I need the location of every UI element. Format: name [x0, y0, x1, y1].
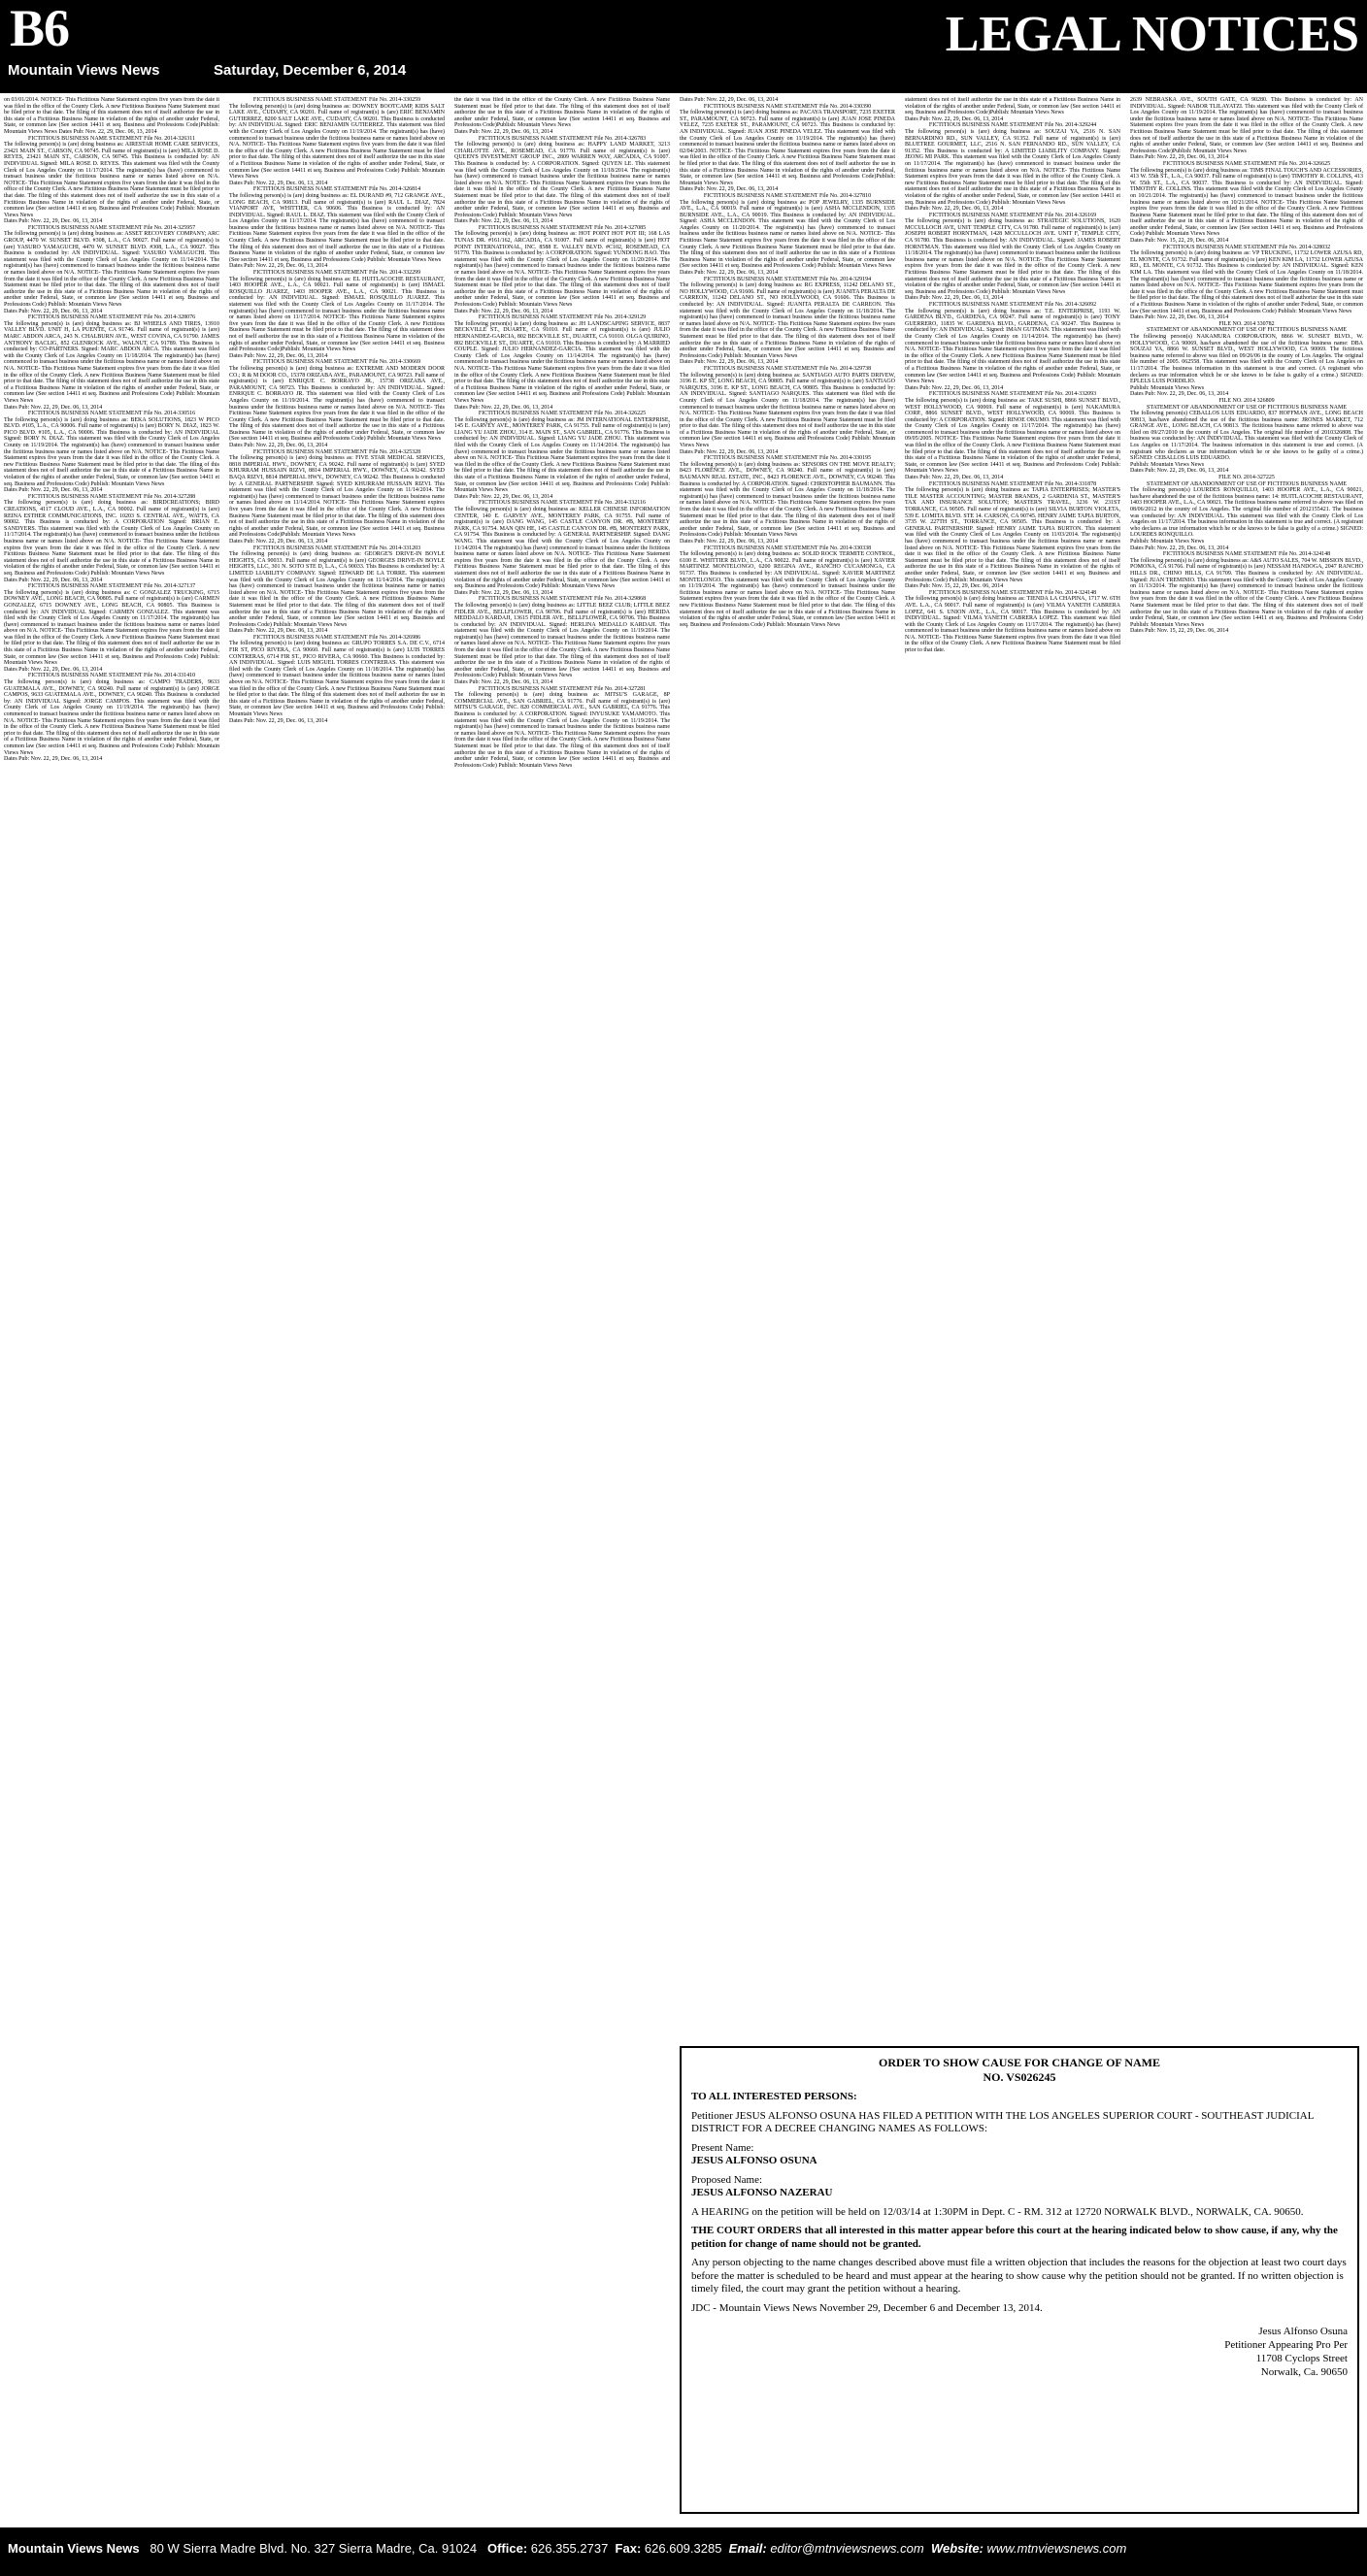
notice-paragraph: The following person(s) is (are) doing business as: TIMS FINAL TOUCH'S AND ACCESSORIES, 413 W. 55th ST., L.A., CA 90037. Full name of registrant(s) is (are) TIMOTHY R. COLLINS, 413 W. 55th ST., L.A., CA 90037. This Business is conducted by: AN INDIVIDUAL. Signed: TIMOTHY R. COLLINS. This statement was filed with the County Clerk of Los Angeles County on 10/21/2014. The registrant(s) has (have) commenced to transact business under the fictitious business name or names listed above on 10/21/2014. NOTICE- This Fictitious Name Statement expires five years from the date it was filed in the office of the County Clerk. A new Fictitious Business Name Statement must be filed prior to that date. The filing of this statement does not of itself authorize the use in this state of a Fictitious Business Name in violation of the rights of another under Federal, State, or common law (See section 14411 et seq. Business and Professions Code) Publish: Mountain Views News — [1130, 167, 1363, 238]
notice-paragraph: The following person(s) is (are) doing business as: RG EXPRESS, 11242 DELANO ST., NO HOLLYWOOD, CA 91606. Full name of registrant(s) is (are) JUANITA PERALTA DE CARREON, 11242 DELANO ST., NO HOLLYWOOD, CA 91606. This Business is conducted by: AN INDIVIDUAL. Signed: JUANITA PERALTA DE CARREON. This statement was filed with the County Clerk of Los Angeles County on 11/18/2014. The registrant(s) has (have) commenced to transact business under the fictitious business name or names listed above on N/A. NOTICE- This Fictitious Name Statement expires five years from the date it was filed in the office of the County Clerk. A new Fictitious Business Name Statement must be filed prior to that date. The filing of this statement does not of itself authorize the use in this state of a Fictitious Business Name in violation of the rights of another under Federal, State, or common law (See section 14411 et seq. Business and Professions Code) Publish: Mountain Views News — [680, 282, 895, 359]
notice-heading: FICTITIOUS BUSINESS NAME STATEMENT File No. 2014-326814 — [252, 186, 421, 193]
notice-paragraph: Dates Pub: Nov. 22, 29, Dec. 06, 13, 2014 — [680, 448, 779, 455]
notice-heading: STATEMENT OF ABANDONMENT OF USE OF FICTITIOUS BUSINESS NAME — [1147, 404, 1347, 411]
notice-paragraph: Dates Pub: Nov. 22, 29, Dec. 06, 13, 2014 — [4, 218, 103, 225]
page-marker: B6 — [10, 0, 70, 57]
notice-paragraph: Dates Pub: Nov. 22, 29, Dec. 06, 13, 2014 — [4, 577, 103, 583]
notice-heading: FICTITIOUS BUSINESS NAME STATEMENT File No. 2014-330516 — [27, 411, 196, 417]
notice-heading: FICTITIOUS BUSINESS NAME STATEMENT File No. 2014-327085 — [478, 224, 647, 231]
notice-paragraph: The following person(s) is (are) doing business as: TIENDA LA CHAPINA, 1717 W. 6TH AVE. L.A., CA 90017. Full name of registrant(s) is (are) VILMA YANETH CABRERA LOPEZ, 641 S. UNION AVE., L.A., CA 90017. This Business is conducted by: AN INDIVIDUAL. Signed: VILMA YANETH CABRERA LOPEZ. This statement was filed with the County Clerk of Los Angeles County on 11/17/2014. The registrant(s) has (have) commenced to transact business under the fictitious business name or names listed above on N/A. NOTICE- This Fictitious Name Statement expires five years from the date it was filed in the office of the County Clerk. A new Fictitious Business Name Statement must be filed prior to that date. — [905, 596, 1120, 654]
notice-heading: FICTITIOUS BUSINESS NAME STATEMENT File No. 2014-324148 — [928, 589, 1097, 596]
notice-paragraph: Dates Pub: Nov. 22, 29, Dec. 06, 13, 2014 — [229, 538, 328, 545]
notice-paragraph: Dates Pub: Nov. 22, 29, Dec. 06, 13, 2014 — [905, 116, 1004, 122]
notice-heading: FICTITIOUS BUSINESS NAME STATEMENT File No. 2014-330259 — [252, 97, 421, 103]
notice-paragraph: 2639 NEBRASKA AVE., SOUTH GATE, CA 90280. This Business is conducted by: AN INDIVIDUAL. Signed: NABOR TLILAYATZI. This statement was filed with the County Clerk of Los Angeles County on 11/19/2014. The registrant(s) has (have) commenced to transact business under the fictitious business name or names listed above on N/A. NOTICE- This Fictitious Name Statement expires five years from the date it was filed in the office of the County Clerk. A new Fictitious Business Name Statement must be filed prior to that date. The filing of this statement does not of itself authorize the use in this state of a Fictitious Business Name in violation of the rights of another under Federal, State, or common law (See section 14411 et seq. Business and Professions Code)Publish: Mountain Views News — [1130, 97, 1363, 154]
notice-paragraph: The following person(s) is (are) doing business as: TAPIA ENTERPRISES; MASTER'S TILE MASTER ACCOUNTING; MASTER BRANDS, 2 GARDENIA ST., MASTER'S TAX AND INSURANCE SOLUTION; MASTER'S TRAVEL, 3236 W. 231ST TORRANCE, CA 90505. Full name of registrant(s) is (are) SILVIA BURTON VIOLETA, 539 E. LOMITA BLVD. STE 14. CARSON, CA 90745. HENRY JAIME TAPIA BURTON, 3735 W. 227TH ST., TORRANCE, CA 90505. This Business is conducted by: A GENERAL PARTNERSHIP. Signed: HENRY JAIME TAPIA BURTON. This statement was filed with the County Clerk of Los Angeles County on 11/03/2014. The registrant(s) has (have) commenced to transact business under the fictitious business name or names listed above on N/A. NOTICE- This Fictitious Name Statement expires five years from the date it was filed in the office of the County Clerk. A new Fictitious Business Name Statement must be filed prior to that date. The filing of this statement does not of itself authorize the use in this state of a Fictitious Business Name in violation of the rights of another under Federal, State, or common law (See section 14411 et seq. Business and Professions Code) Publish: Mountain Views News — [905, 487, 1120, 583]
notice-heading: FICTITIOUS BUSINESS NAME STATEMENT File No. 2014-331410 — [27, 673, 196, 679]
notice-column-4 — [680, 97, 895, 2029]
notice-heading: FILE NO. 2014 326809 — [1218, 397, 1275, 404]
order-title-line-2: NO. VS026245 — [983, 2070, 1056, 2084]
footer-contact-line — [8, 2541, 1126, 2556]
notice-paragraph: The following person(s) is (are) doing business as: HOT POINT HOT POT III; 168 LAS TUNAS DR. #161/162, ARCADIA, CA 91007. Full name of registrant(s) is (are) HOT POINT INTERNATIONAL, INC. 8588 E. VALLEY BLVD. #C102, ROSEMEAD, CA 91770. This Business is conducted by: A CORPORATION. Signed: YUNDONG HAO. This statement was filed with the County Clerk of Los Angeles County on 11/20/2014. The registrant(s) has (have) commenced to transact business under the fictitious business name or names listed above on N/A. NOTICE- This Fictitious Name Statement expires five years from the date it was filed in the office of the County Clerk. A new Fictitious Business Name Statement must be filed prior to that date. The filing of this statement does not of itself authorize the use in this state of a Fictitious Business Name in violation of the rights of another under Federal, State, or common law (See section 14411 et seq. Business and Professions Code) Publish: Mountain Views News — [454, 231, 670, 308]
notice-heading: FICTITIOUS BUSINESS NAME STATEMENT File No. 2014-329194 — [703, 276, 872, 282]
footer-office-label: Office: — [486, 2541, 528, 2556]
notice-paragraph: Dates Pub: Nov. 22, 29, Dec. 06, 13, 2014 — [4, 404, 103, 411]
notice-paragraph: Dates Pub: Nov. 22, 29, Dec. 06, 13, 2014 — [680, 538, 779, 545]
notice-paragraph: Dates Pub: Nov. 15, 22, 29, Dec. 06, 2014 — [1130, 238, 1229, 245]
footer-fax-number: 626.609.3285 — [644, 2541, 722, 2556]
notice-paragraph: Dates Pub: Nov. 22, 29, Dec. 06, 13, 2014 — [1130, 545, 1229, 551]
notice-heading: FICTITIOUS BUSINESS NAME STATEMENT File No. 2014-331203 — [252, 545, 421, 551]
footer-email-label: Email: — [728, 2541, 767, 2556]
proposed-name-value: JESUS ALFONSO NAZERAU — [691, 2187, 833, 2198]
notice-paragraph: Dates Pub: Nov. 22, 29, Dec. 06, 13, 2014 — [4, 308, 103, 314]
signature-role: Petitioner Appearing Pro Per — [1224, 2339, 1348, 2351]
notice-paragraph: Dates Pub: Nov. 22, 29, Dec. 06, 13, 2014 — [229, 180, 328, 186]
notice-paragraph: The following person(s) is (are) doing business as: BEKA SOLUTIONS, 1823 W PICO BLVD. #105, L.A., CA 90006. Full name of registrant(s) is (are) BORY N. DIAZ, 1823 W. PICO BLVD. #105, L.A., CA 90006. This Business is conducted by: AN INDIVIDUAL Signed: BORY N. DIAZ. This statement was filed with the County Clerk of Los Angeles County on 11/19/2014. The registrant(s) has (have) commenced to transact business under the fictitious business name or names listed above on N/A. NOTICE- This Fictitious Name Statement expires five years from the date it was filed in the office of the County Clerk. A new Fictitious Business Name Statement must be filed prior to that date. The filing of this statement does not of itself authorize the use in this state of a Fictitious Business Name in violation of the rights of another under Federal, State, or common law (See section 14411 et seq. Business and Professions Code) Publish: Mountain Views News — [4, 416, 219, 487]
notice-heading: FICTITIOUS BUSINESS NAME STATEMENT File No. 2014-325328 — [252, 448, 421, 455]
notice-heading: FICTITIOUS BUSINESS NAME STATEMENT File No. 2014-329738 — [703, 365, 872, 372]
notice-paragraph: The following person(s) is (are) doing business as: EXTREME AND MODERN DOOR CO.; R & M DOOR CO., 15378 ORIZABA AVE., PARAMOUNT, CA 90723. Full name of registrant(s) is (are) ENRIQUE C. BORRAYO JR., 15738 ORIZABA AVE., PARAMOUNT, CA 90723. This Business is conducted by: AN INDIVIDUAL. Signed: ENRIQUE C. BORRAYO JR. This statement was filed with the County Clerk of Los Angeles County on 11/19/2014. The registrant(s) has (have) commenced to transact business under the fictitious business name or names listed above on N/A. NOTICE- This Fictitious Name Statement expires five years from the date it was filed in the office of the County Clerk. A new Fictitious Business Name Statement must be filed prior to that date. The filing of this statement does not of itself authorize the use in this state of a Fictitious Business Name in violation of the rights of another under Federal, State, or common law (See section 14411 et seq. Business and Professions Code) Publish: Mountain Views News — [229, 365, 445, 443]
notice-paragraph: The following person(s) is (are) doing business as: PACAYA TRANSPORT, 7235 EXETER ST., PARAMOUNT, CA 90723. Full name of registrant(s) is (are) JUAN JOSE PINEDA VELEZ, 7235 EXETER ST., PARAMOUNT, CA 90723. This Business is conducted by: AN INDIVIDUAL. Signed: JUAN JOSE PINEDA VELEZ. This statement was filed with the County Clerk of Los Angeles County on 11/19/2014. The registrant(s) has (have) commenced to transact business under the fictitious business name or names listed above on 02/04/2003. NOTICE- This Fictitious Name Statement expires five years from the date it was filed in the office of the County Clerk. A new Fictitious Business Name Statement must be filed prior to that date. The filing of this statement does not of itself authorize the use in this state of a Fictitious Business Name in violation of the rights of another under Federal, State, or common law (See section 14411 et seq. Business and Professions Code)Publish: Mountain Views News — [680, 110, 895, 186]
footer-website[interactable]: www.mtnviewsnews.com — [986, 2541, 1127, 2556]
notice-paragraph: Dates Pub: Nov. 22, 29, Dec. 06, 13, 2014 — [4, 487, 103, 494]
footer-fax-label: Fax: — [615, 2541, 642, 2556]
notice-paragraph: statement does not of itself authorize the use in this state of a Fictitious Business Name in violation of the rights of another under Federal, State, or common law (See section 14411 et seq. Business and Professions Code)Publish: Mountain Views News — [905, 97, 1120, 116]
notice-paragraph: Dates Pub: Nov. 15, 22, 29, Dec. 06, 2014 — [905, 583, 1004, 590]
notice-paragraph: Dates Pub: Nov. 22, 29, Dec. 06, 13, 2014 — [680, 186, 779, 193]
notice-paragraph: Dates Pub: Nov. 22, 29, Dec. 06, 13, 2014 — [454, 493, 553, 500]
notice-paragraph: The following person(s) is (are) doing business as: MITSU'S GARAGE, 8P COMMERCIAL AVE., SAN GABRIEL, CA 91776. Full name of registrant(s) is (are) MITSU'S GARAGE, INC. 820 COMMERCIAL AVE., SAN GABRIEL, CA 91776. This Business is conducted by: A CORPORATION. Signed: INYUSUKE YAMAMOTO. This statement was filed with the County Clerk of Los Angeles County on 11/19/2014. The registrant(s) has (have) commenced to transact business under the fictitious business name or names listed above on N/A. NOTICE- This Fictitious Name Statement expires five years from the date it was filed in the office of the County Clerk. A new Fictitious Business Name Statement must be filed prior to that date. The filing of this statement does not of itself authorize the use in this state of a Fictitious Business Name in violation of the rights of another under Federal, State, or common law (See section 14411 et seq. Business and Professions Code) Publish: Mountain Views News — [454, 692, 670, 769]
notice-paragraph: Dates Pub: Nov. 22, 29, Dec. 06, 13, 2014 — [1130, 154, 1229, 161]
signature-name: Jesus Alfonso Osuna — [1258, 2326, 1348, 2337]
notice-heading: FILE NO. 2014-327225 — [1218, 475, 1275, 481]
notice-heading: FICTITIOUS BUSINESS NAME STATEMENT File No. 2014-327137 — [27, 583, 196, 590]
notice-paragraph: Dates Pub: Nov. 22, 29, Dec. 06, 13, 2014 — [1130, 314, 1229, 321]
notice-paragraph: The following person(s) is (are) doing business as: EL DURAND #9, 712 GRANGE AVE., LONG BEACH, CA 90813. Full name of registrant(s) is (are) RAUL L. DIAZ, 7824 VIANPORT AVE, WHITTIER, CA 90606. This Business is conducted by: AN INDIVIDUAL. Signed: RAUL L. DIAZ. This statement was filed with the County Clerk of Los Angeles County on 11/17/2014. The registrant(s) has (have) commenced to transact business under the fictitious business name or names listed above on N/A. NOTICE- This Fictitious Name Statement expires five years from the date it was filed in the office of the County Clerk. A new Fictitious Business Name Statement must be filed prior to that date. The filing of this statement does not of itself authorize the use in this state of a Fictitious Business Name in violation of the rights of another under Federal, State, or common law (See section 14411 et seq. Business and Professions Code) Publish: Mountain Views News — [229, 192, 445, 263]
notice-heading: FICTITIOUS BUSINESS NAME STATEMENT File No. 2014-332093 — [928, 391, 1097, 398]
present-name-value: JESUS ALFONSO OSUNA — [691, 2155, 817, 2166]
signature-address-line-2: Norwalk, Ca. 90650 — [1260, 2366, 1348, 2378]
notice-heading: FICTITIOUS BUSINESS NAME STATEMENT File No. 2014-326225 — [478, 411, 647, 417]
notice-paragraph: The following person(s) is (are) doing business as: SENSORS ON THE MOVE REALTY; 8423 FLORENCE AVE., DOWNEY, CA 90240. Full name of registrant(s) is (are) BAUMANN REAL ESTATE, INC., 8423 FLORENCE AVE., DOWNEY, CA 90240. This Business is conducted by: A CORPORATION. Signed: CHRISTOPHER BAUMANN. This statement was filed with the County Clerk of Los Angeles County on 11/18/2014. The registrant(s) has (have) commenced to transact business under the fictitious business name or names listed above on N/A. NOTICE- This Fictitious Name Statement expires five years from the date it was filed in the office of the County Clerk. A new Fictitious Business Name Statement must be filed prior to that date. The filing of this statement does not of itself authorize the use in this state of a Fictitious Business Name in violation of the rights of another under Federal, State, or common law (See section 14411 et seq. Business and Professions Code) Publish: Mountain Views News — [680, 461, 895, 539]
notice-heading: FICTITIOUS BUSINESS NAME STATEMENT File No. 2014-330390 — [703, 103, 872, 110]
notice-paragraph: The following person(s) is (are) doing business as: DOWNEY BOOTCAMP, KIDS SALT LAKE AVE., CUDAHY, CA 90201. Full name of registrant(s) is (are) ERIC BENJAMIN GUTIERREZ, 8200 SALT LAKE AVE., CUDAHY, CA 90201. This Business is conducted by: AN INDIVIDUAL Signed: ERIC BENJAMIN GUTIERREZ. This statement was filed with the County Clerk of Los Angeles County on 11/19/2014. The registrant(s) has (have) commenced to transact business under the fictitious business name or names listed above on N/A. NOTICE- This Fictitious Name Statement expires five years from the date it was filed in the office of the County Clerk. A new Fictitious Business Name Statement must be filed prior to that date. The filing of this statement does not of itself authorize the use in this state of a Fictitious Business Name in violation of the rights of another under Federal, State, or common law (See section 14411 et seq. Business and Professions Code) Publish: Mountain Views News — [229, 103, 445, 181]
notice-paragraph: Dates Pub: Nov. 22, 29, Dec. 06, 13, 2014 — [680, 270, 779, 277]
notice-paragraph: Dates Pub: Nov. 22, 29, Dec. 06, 13, 2014 — [680, 97, 779, 103]
publication-note: JDC - Mountain Views News November 29, December 6 and December 13, 2014. — [691, 2301, 1043, 2314]
notice-paragraph: the date it was filed in the office of the County Clerk. A new Fictitious Business Name Statement must be filed prior to that date. The filing of this statement does not of itself authorize the use in this state of a Fictitious Business Name in violation of the rights of another under Federal, State, or common law (See section 14411 et seq. Business and Professions Code)Publish: Mountain Views News — [454, 97, 670, 129]
page-footer — [0, 2527, 1367, 2576]
notice-paragraph: Dates Pub: Nov. 22, 29, Dec. 06, 13, 2014 — [229, 263, 328, 270]
notice-paragraph: Dates Pub: Nov. 22, 29, Dec. 06, 13, 2014 — [905, 384, 1004, 391]
notice-heading: FICTITIOUS BUSINESS NAME STATEMENT File No. 2014-326311 — [27, 135, 196, 142]
order-to-show-cause-box — [680, 2046, 1359, 2514]
present-name-label: Present Name: — [691, 2141, 754, 2154]
to-all-interested-persons: TO ALL INTERESTED PERSONS: — [691, 2091, 857, 2102]
order-title-line-1: ORDER TO SHOW CAUSE FOR CHANGE OF NAME — [879, 2056, 1160, 2069]
notice-paragraph: Dates Pub: Nov. 22, 29, Dec. 06, 13, 2014 — [454, 679, 553, 686]
notice-paragraph: Publish: Mountain Views News — [1130, 384, 1205, 391]
court-orders-statement: THE COURT ORDERS that all interested in this matter appear before this court at the hearing indicated below to show cause, if any, why the petition for change of name should not be granted. — [691, 2225, 1338, 2250]
notice-heading: FICTITIOUS BUSINESS NAME STATEMENT File No. 2014-329129 — [478, 314, 647, 321]
notice-paragraph: Dates Pub: Nov. 22, 29, Dec. 06, 13, 2014 — [1130, 391, 1229, 398]
notice-paragraph: The following person(s) is (are) doing business as: AIRESTAR HOME CARE SERVICES, 23421 MAIN ST., CARSON, CA 90745. Full name of registrant(s) is (are) MILA ROSE D. REYES, 23421 MAIN ST., CARSON, CA 90745. This Business is conducted by: AN INDIVIDUAL Signed: MILA ROSE D. REYES. This statement was filed with the County Clerk of Los Angeles County on 11/17/2014. The registrant(s) has (have) commenced to transact business under the fictitious business name or names listed above on N/A. NOTICE- This Fictitious Name Statement expires five years from the date it was filed in the office of the County Clerk. A new Fictitious Business Name Statement must be filed prior to that date. The filing of this statement does not of itself authorize the use in this state of a Fictitious Business Name in violation of the rights of another under Federal, State, or common law (See section 14411 et seq. Business and Professions Code) Publish: Mountain Views News — [4, 142, 219, 218]
notice-heading: FICTITIOUS BUSINESS NAME STATEMENT File No. 2014-330338 — [703, 545, 872, 551]
notice-paragraph: Publish: Mountain Views News — [1130, 538, 1205, 545]
notice-paragraph: The following person(s) NAKAMURA CORPORATION, 8866 W. SUNSET BLVD., W. HOLLYWOOD, CA 90069, has/have abandoned the use of the fictitious business name: DBA SOUZAI YA, 8866 W. SUNSET BLVD., WEST HOLLYWOOD, CA 90069. The fictitious business name referred to above was filed on 09/26/06 in the county of Los Angeles. The original file number of 2005. 062558. This statement was filed with the County Clerk of Los Angeles on 11/17/2014. The business information in this statement is true and correct. (A registrant who declares as true information which he or she knows to be false is guilty of a crime.) SIGNED: EPLELS LUIS PORDILIO. — [1130, 333, 1363, 385]
notice-heading: FICTITIOUS BUSINESS NAME STATEMENT File No. 2014-325957 — [27, 224, 196, 231]
notice-paragraph: The following person(s) is (are) doing business as: VP TRUCKING, 11732 LOWER AZUSA RD, EL MONTE, CA 91732. Full name of registrant(s) is (are) KEN KIM LA, 11732 LOWER AZUSA RD., EL MONTE, CA 91732. This Business is conducted by: AN INDIVIDUAL. Signed: KEN KIM LA. This statement was filed with the County Clerk of Los Angeles County on 11/18/2014. The registrant(s) has (have) commenced to transact business under the fictitious business name or names listed above on N/A. NOTICE- This Fictitious Name Statement expires five years from the date it was filed in the office of the County Clerk. A new Fictitious Business Name Statement must be filed prior to that date. The filing of this statement does not of itself authorize the use in this state of a Fictitious Business Name in violation of the rights of another under Federal, State, or common law (See section 14411 et seq. Business and Professions Code) Publish: Mountain Views News — [1130, 250, 1363, 314]
notice-heading: FICTITIOUS BUSINESS NAME STATEMENT File No. 2014-330195 — [703, 455, 872, 462]
notice-paragraph: Dates Pub: Nov. 22, 29, Dec. 06, 13, 2014 — [905, 475, 1004, 481]
notice-paragraph: The following person(s) is (are) doing business as: EL HUITLACOCHE RESTAURANT, 1403 HOOPER AVE., L.A., CA 90021. Full name of registrant(s) is (are) ISMAEL ROSQUILLO JUAREZ, 1403 HOOPER AVE., L.A., CA 90021. This Business is conducted by: AN INDIVIDUAL. Signed: ISMAEL ROSQUILLO JUAREZ. This statement was filed with the County Clerk of Los Angeles County on 11/17/2014. The registrant(s) has (have) commenced to transact business under the fictitious business name or names listed above on 11/17/2014. NOTICE- This Fictitious Name Statement expires five years from the date it was filed in the office of the County Clerk. A new Fictitious Business Name Statement must be filed prior to that date. The filing of this statement does not of itself authorize the use in this state of a Fictitious Business Name in violation of the rights of another under Federal, State, or common law (See section 14411 et seq. Business and Professions Code)Publish: Mountain Views News — [229, 276, 445, 353]
notice-column-2 — [229, 97, 445, 2514]
notice-paragraph: The following person(s) is (are) doing business as: BIRDCREATIONS; BIRD CREATIONS, 4117 CLOUD AVE., L.A., CA 90002. Full name of registrant(s) is (are) REINA ESTHER COMMUNICATIONS, INC. 10203 S. CENTRAL AVE., WATTS, CA 90002. This Business is conducted by: A CORPORATION Signed: BRIAN E. SANDYERS. This statement was filed with the County Clerk of Los Angeles County on 11/17/2014. The registrant(s) has (have) commenced to transact business under the fictitious business name or names listed above on N/A. NOTICE- This Fictitious Name Statement expires five years from the date it was filed in the office of the County Clerk. A new Fictitious Business Name Statement must be filed prior to that date. The filing of this statement does not of itself authorize the use in this state of a Fictitious Business Name in violation of the rights of another under Federal, State, or common law (See section 14411 et seq. Business and Professions Code) Publish: Mountain Views News — [4, 500, 219, 577]
notice-paragraph: The following person(s) is (are) doing business as: STRATEGIC SOLUTIONS, 1620 MCCULLOCH AVE, UNIT TEMPLE CITY, CA 91780. Full name of registrant(s) is (are) JOSEPH ROBERT HORNTMAN, 1428 MCCULLOCH AVE. UNIT F, TEMPLE CITY, CA 91780. This Business is conducted by: AN INDIVIDUAL. Signed: JAMES ROBERT HORNTMAN. This statement was filed with the County Clerk of Los Angeles County on 11/18/2014. The registrant(s) has (have) commenced to transact business under the fictitious business name or names listed above on N/A. NOTICE- This Fictitious Name Statement expires five years from the date it was filed in the office of the County Clerk. A new Fictitious Business Name Statement must be filed prior to that date. The filing of this statement does not of itself authorize the use in this state of a Fictitious Business Name in violation of the rights of another under Federal, State, or common law (See section 14411 et seq. Business and Professions Code) Publish: Mountain Views News — [905, 218, 1120, 295]
notice-paragraph: The following person(s) is (are) doing business as: LITTLE BEEZ CLUB; LITTLE BEEZ FIDLER AVE., BELLFLOWER, CA 90706. Full name of registrant(s) is (are) HERIDA MEDDALO KARDAJI, 13615 FIDLER AVE., BELLFLOWER, CA 90706. This Business is conducted by: AN INDIVIDUAL. Signed: HERLINA MEDALLO KARDAJI. This statement was filed with the County Clerk of Los Angeles County on 11/19/2014. The registrant(s) has (have) commenced to transact business under the fictitious business name or names listed above on N/A. NOTICE- This Fictitious Name Statement expires five years from the date it was filed in the office of the County Clerk. A new Fictitious Business Name Statement must be filed prior to that date. The filing of this statement does not of itself authorize the use in this state of a Fictitious Business Name in violation of the rights of another under Federal, State, or common law (See section 14411 et seq. Business and Professions Code) Publish: Mountain Views News — [454, 602, 670, 679]
notice-heading: FICTITIOUS BUSINESS NAME STATEMENT File No. 2014-329868 — [478, 596, 647, 603]
notice-paragraph: The following person(s) is (are) doing business as: FIVE STAR MEDICAL SERVICES, 8818 IMPERIAL HWY., DOWNEY, CA 90242. Full name of registrant(s) is (are) SYED KHURRAM HUSSAIN RIZVI, 8814 IMPERIAL HWY., DOWNEY, CA 90242. SYED BAQA RIZVI, 8814 IMPERIAL HWY., DOWNEY, CA 90242. This Business is conducted by: A GENERAL PARTNERSHIP. Signed: SYED KHURRAM HUSSAIN RIZVI. This statement was filed with the County Clerk of Los Angeles County on 11/14/2014. The registrant(s) has (have) commenced to transact business under the fictitious business name or names listed above on 11/14/2014. NOTICE- This Fictitious Name Statement expires five years from the date it was filed in the office of the County Clerk. A new Fictitious Business Name Statement must be filed prior to that date. The filing of this statement does not of itself authorize the use in this state of a Fictitious Business Name in violation of the rights of another under Federal, State, or common law (See section 14411 et seq. Business and Professions Code)Publish: Mountain Views News — [229, 455, 445, 539]
notice-heading: FILE NO. 2014 330782 — [1218, 320, 1275, 327]
notice-paragraph: Dates Pub: Nov. 22, 29, Dec. 06, 13, 2014 — [905, 206, 1004, 213]
notice-paragraph: The following person(s) is (are) doing business as: SOLID ROCK TERMITE CONTROL, 6100 E. WHITTIER BLVD., L.A., CA 90022. Full name of registrant(s) is (are) XAVIER MARTINEZ MONTELONGO, 6200 REGINA AVE., RANCHO CUCAMONGA, CA 91737. This Business is conducted by: AN INDIVIDUAL. Signed: XAVIER MARTINEZ MONTELONGO. This statement was filed with the County Clerk of Los Angeles County on 11/19/2014. The registrant(s) has (have) commenced to transact business under the fictitious business name or names listed above on N/A. NOTICE- This Fictitious Name Statement expires five years from the date it was filed in the office of the County Clerk. A new Fictitious Business Name Statement must be filed prior to that date. The filing of this statement does not of itself authorize the use in this state of a Fictitious Business Name in violation of the rights of another under Federal, State, or common law (See section 14411 et seq. Business and Professions Code) Publish: Mountain Views News — [680, 551, 895, 628]
notice-paragraph: Dates Pub: Nov. 22, 29, Dec. 06, 13, 2014 — [229, 717, 328, 724]
notice-paragraph: The following person(s) LOURDES RONQUILLO, 1403 HOOPER AVE., L.A., CA 90021, has/have abandoned the use of the fictitious business name: 14: HUITLACOCHE RESTAURANT, 1403 HOOPER AVE., L.A., CA 90021. The fictitious business name referred to above was filed on 08/06/2012 in the county of Los Angeles. The original file number of 2012155421. The business was conducted by: AN INDIVIDUAL. This statement was filed with the County Clerk of Los Angeles on 11/17/2014. The business information in this statement is true and correct. (A registrant who declares as true information which he or she knows to be false is guilty of a crime.) SIGNED: LOURDES RONQUILLO. — [1130, 487, 1363, 539]
notice-heading: FICTITIOUS BUSINESS NAME STATEMENT File No. 2014-327810 — [703, 192, 872, 199]
notice-paragraph: The following person(s) is (are) doing business as: T.E. ENTERPRISE, 1193 W. GARDENA BLVD., GARDENA, CA 90247. Full name of registrant(s) is (are) TONY GUERRERO, 11835 W. GARDENA BLVD., GARDENA, CA 90247. This Business is conducted by: AN INDIVIDUAL. Signed: IMAN GUTMAN. This statement was filed with the County Clerk of Los Angeles County on 11/14/2014. The registrant(s) has (have) commenced to transact business under the fictitious business name or names listed above on N/A. NOTICE- This Fictitious Name Statement expires five years from the date it was filed in the office of the County Clerk. A new Fictitious Business Name Statement must be filed prior to that date. The filing of this statement does not of itself authorize the use in this state of a Fictitious Business Name in violation of the rights of another under Federal, State, or common law (See section 14411 et seq. Business and Professions Code) Publish: Mountain Views News — [905, 308, 1120, 385]
notice-paragraph: The following person(s) is (are) doing business as: CAMPO TRADERS, 9633 GUATEMALA AVE., DOWNEY, CA 90240. Full name of registrant(s) is (are) JORGE CAMPOS, 9633 GUATEMALA AVE., DOWNEY, CA 90240. This Business is conducted by: AN INDIVIDUAL Signed: JORGE CAMPOS. This statement was filed with the County Clerk of Los Angeles County on 11/19/2014. The registrant(s) has (have) commenced to transact business under the fictitious business name or names listed above on N/A. NOTICE- This Fictitious Name Statement expires five years from the date it was filed in the office of the County Clerk. A new Fictitious Business Name Statement must be filed prior to that date. The filing of this statement does not of itself authorize the use in this state of a Fictitious Business Name in violation of the rights of another under Federal, State, or common law (See section 14411 et seq. Business and Professions Code) Publish: Mountain Views News — [4, 679, 219, 756]
notice-paragraph: Dates Pub: Nov. 22, 29, Dec. 06, 13, 2014 — [229, 443, 328, 449]
notice-paragraph: The following person(s) is (are) doing business as: SOUZAI YA, 2516 N. SAN BERNARDINO RD., SUN VALLEY, CA 91352. Full name of registrant(s) is (are) BLUETREE GOURMET, LLC, 2516 N. SAN FERNANDO RD., SUN VALLEY, CA 91352. This Business is conducted by: A LIMITED LIABILITY COMPANY. Signed: JEONG MI PARK. This statement was filed with the County Clerk of Los Angeles County on 11/17/2014. The registrant(s) has (have) commenced to transact business under the fictitious business name or names listed above on N/A. NOTICE- This Fictitious Name Statement expires five years from the date it was filed in the office of the County Clerk. A new Fictitious Business Name Statement must be filed prior to that date. The filing of this statement does not of itself authorize the use in this state of a Fictitious Business Name in violation of the rights of another under Federal, State, or common law (See section 14411 et seq. Business and Professions Code) Publish: Mountain Views News — [905, 128, 1120, 206]
notice-paragraph: The following person(s) is (are) doing business as: HAPPY LAND MARKET, 3213 CHARLOTTE AVE., ROSEMEAD, CA 91770. Full name of registrant(s) is (are) QUEEN'S INVESTMENT GROUP INC., 2809 WARREN WAY, ARCADIA, CA 91007. This Business is conducted by: A CORPORATION. Signed: QUYEN LE. This statement was filed with the County Clerk of Los Angeles County on 11/18/2014. The registrant(s) has (have) commenced to transact business under the fictitious business name or names listed above on N/A. NOTICE- This Fictitious Name Statement expires five years from the date it was filed in the office of the County Clerk. A new Fictitious Business Name Statement must be filed prior to that date. The filing of this statement does not of itself authorize the use in this state of a Fictitious Business Name in violation of the rights of another under Federal, State, or common law (See section 14411 et seq. Business and Professions Code) Publish: Mountain Views News — [454, 142, 670, 218]
notice-column-1 — [4, 97, 219, 2514]
notice-paragraph: Dates Pub: Nov. 22, 29, Dec. 06, 13, 2014 — [454, 404, 553, 411]
footer-office-number: 626.355.2737 — [530, 2541, 609, 2556]
notice-heading: FICTITIOUS BUSINESS NAME STATEMENT File No. 2014-328076 — [27, 314, 196, 321]
notice-heading: FICTITIOUS BUSINESS NAME STATEMENT File No. 2014-327288 — [27, 493, 196, 500]
notice-paragraph: The following person(s) is (are) doing business as: POP JEWELRY, 1335 BURNSIDE AVE., L.A., CA 90019. Full name of registrant(s) is (are) ASHA MCCLENDON, 1335 BURNSIDE AVE., L.A., CA 90019. This Business is conducted by: AN INDIVIDUAL. Signed: ASHA MCCLENDON. This statement was filed with the County Clerk of Los Angeles County on 11/20/2014. The registrant(s) has (have) commenced to transact business under the fictitious business name or names listed above on N/A. NOTICE- This Fictitious Name Statement expires five years from the date it was filed in the office of the County Clerk. A new Fictitious Business Name Statement must be filed prior to that date. The filing of this statement does not of itself authorize the use in this state of a Fictitious Business Name in violation of the rights of another under Federal, State, or common law (See section 14411 et seq. Business and Professions Code) Publish: Mountain Views News — [680, 199, 895, 270]
notice-paragraph: The following person(s) is (are) doing business as: GRUPO TORRES S.A. DE C.V., 6714 FIR ST, PICO RIVERA, CA 90660. Full name of registrant(s) is (are) LUIS TORRES CONTRERAS, 6714 FIR ST., PICO RIVERA, CA 90660. This Business is conducted by: AN INDIVIDUAL. Signed: LUIS MIGUEL TORRES CONTRERAS. This statement was filed with the County Clerk of Los Angeles County on 11/18/2014. The registrant(s) has (have) commenced to transact business under the fictitious business name or names listed above on N/A. NOTICE- This Fictitious Name Statement expires five years from the date it was filed in the office of the County Clerk. A new Fictitious Business Name Statement must be filed prior to that date. The filing of this statement does not of itself authorize the use in this state of a Fictitious Business Name in violation of the rights of another under Federal, State, or common law (See section 14411 et seq. Business and Professions Code) Publish: Mountain Views News — [229, 641, 445, 717]
notice-paragraph: Dates Pub: Nov. 22, 29, Dec. 06, 13, 2014 — [229, 628, 328, 635]
notice-heading: FICTITIOUS BUSINESS NAME STATEMENT File No. 2014-326625 — [1162, 160, 1331, 167]
notice-heading: FICTITIOUS BUSINESS NAME STATEMENT File No. 2014-331878 — [928, 480, 1097, 487]
petitioner-statement: Petitioner JESUS ALFONSO OSUNA HAS FILED A PETITION WITH THE LOS ANGELES SUPERIOR COURT - SOUTHEAST JUDICIAL DISTRICT FOR A DECREE CHANGING NAMES AS FOLLOWS: — [691, 2109, 1315, 2134]
notice-paragraph: Dates Pub: Nov. 15, 22, 29, Dec. 06, 2014 — [1130, 628, 1229, 635]
notice-column-6 — [1130, 97, 1363, 2029]
notice-heading: FICTITIOUS BUSINESS NAME STATEMENT File No. 2014-330669 — [252, 359, 421, 366]
footer-email[interactable]: editor@mtnviewsnews.com — [770, 2541, 924, 2556]
page-title: LEGAL NOTICES — [945, 7, 1359, 62]
footer-publication: Mountain Views News — [8, 2541, 140, 2556]
notice-paragraph: Publish: Mountain Views News — [1130, 461, 1205, 468]
notice-paragraph: The following person(s) is (are) doing business as: GEORGE'S DRIVE-IN BOYLE HEIGHTS, CA 90033. Full name of registrant(s) is (are) GEORGES DRIVE-IN BOYLE HEIGHTS, LLC, 301 N. SOTO STE D, L.A., CA 90033. This Business is conducted by: A LIMITED LIABILITY COMPANY. Signed: EDWARD DE LA TORRE. This statement was filed with the County Clerk of Los Angeles County on 11/14/2014. The registrant(s) has (have) commenced to transact business under the fictitious business name or names listed above on N/A. NOTICE- This Fictitious Name Statement expires five years from the date it was filed in the office of the County Clerk. A new Fictitious Business Name Statement must be filed prior to that date. The filing of this statement does not of itself authorize the use in this state of a Fictitious Business Name in violation of the rights of another under Federal, State, or common law (See section 14411 et seq. Business and Professions Code) Publish: Mountain Views News — [229, 551, 445, 628]
notice-paragraph: Dates Pub: Nov. 22, 29, Dec. 06, 13, 2014 — [1130, 468, 1229, 475]
notice-paragraph: The following person(s) is (are) doing business as: C GONZALEZ TRUCKING, 6715 DOWNEY AVE., LONG BEACH, CA 90805. Full name of registrant(s) is (are) CARMEN GONZALEZ, 6715 DOWNEY AVE., LONG BEACH, CA 90805. This Business is conducted by: AN INDIVIDUAL Signed: CARMEN GONZALEZ. This statement was filed with the County Clerk of Los Angeles County on 11/17/2014. The registrant(s) has (have) commenced to transact business under the fictitious business name or names listed above on N/A. NOTICE- This Fictitious Name Statement expires five years from the date it was filed in the office of the County Clerk. A new Fictitious Business Name Statement must be filed prior to that date. The filing of this statement does not of itself authorize the use in this state of a Fictitious Business Name in violation of the rights of another under Federal, State, or common law (See section 14411 et seq. Business and Professions Code) Publish: Mountain Views News — [4, 589, 219, 667]
notice-paragraph: Dates Pub: Nov. 22, 29, Dec. 06, 13, 2014 — [454, 308, 553, 314]
notice-paragraph: The following person(s) is (are) doing business as: BJ WHEELS AND TIRES, 13910 VALLEY BLVD. UNIT H, LA PUENTE, CA 91746. Full name of registrant(s) is (are) MARC ABDON ARCA, 243 N. CHALBURN AVE., WEST COVINA, CA 91790. JAMES ANTHONY BACLIG, 852 GLENROCK AVE., WALNUT, CA 91789. This Business is conducted by: CO-PARTNERS. Signed: MARC ABDON ARCA. This statement was filed with the County Clerk of Los Angeles County on 11/18/2014. The registrant(s) has (have) commenced to transact business under the fictitious business name or names listed above on N/A. NOTICE- This Fictitious Name Statement expires five years from the date it was filed in the office of the County Clerk. A new Fictitious Business Name Statement must be filed prior to that date. The filing of this statement does not of itself authorize the use in this state of a Fictitious Business Name in violation of the rights of another under Federal, State, or common law (See section 14411 et seq. Business and Professions Code) Publish: Mountain Views News — [4, 320, 219, 404]
notice-paragraph: Dates Pub: Nov. 22, 29, Dec. 06, 13, 2014 — [454, 128, 553, 135]
publication-date: Saturday, December 6, 2014 — [214, 62, 407, 79]
notice-column-5 — [905, 97, 1120, 2029]
notice-heading: FICTITIOUS BUSINESS NAME STATEMENT File No. 2014-328032 — [1162, 244, 1331, 250]
notice-paragraph: Dates Pub: Nov. 22, 29, Dec. 06, 13, 2014 — [680, 359, 779, 366]
notice-paragraph: The following person(s) is (are) doing business as: JH LANDSCAPING SERVICE, 8837 BECKVILLE ST., DUARTE, CA 91010. Full name of registrant(s) is (are) JULIO HERNANDEZ-GARCIA, 802 BECKVILLE ST., DUARTE, CA 91010. OLGA QUIRINO, 802 BECKVILLE ST., DUARTE, CA 91010. This Business is conducted by: A MARRIED COUPLE. Signed: JULIO HERNANDEZ-GARCIA. This statement was filed with the County Clerk of Los Angeles County on 11/14/2014. The registrant(s) has (have) commenced to transact business under the fictitious business name or names listed above on N/A. NOTICE- This Fictitious Name Statement expires five years from the date it was filed in the office of the County Clerk. A new Fictitious Business Name Statement must be filed prior to that date. The filing of this statement does not of itself authorize the use in this state of a Fictitious Business Name in violation of the rights of another under Federal, State, or common law (See section 14411 et seq. Business and Professions Code) Publish: Mountain Views News — [454, 320, 670, 404]
publication-name: Mountain Views News — [8, 62, 160, 79]
notice-paragraph: The following person(s) is (are) doing business as: A&S AUTO SALES, 704 W. MISSION BLVD., POMONA, CA 91766. Full name of registrant(s) is (are) NESSAM HANDOGA, 2047 RANCHO HILLS DR., CHINO HILLS, CA 91709. This Business is conducted by: AN INDIVIDUAL. Signed: JUAN TREMINIO. This statement was filed with the County Clerk of Los Angeles County on 11/13/2014. The registrant(s) has (have) commenced to transact business under the fictitious business name or names listed above on N/A. NOTICE- This Fictitious Name Statement expires five years from the date it was filed in the office of the County Clerk. A new Fictitious Business Name Statement must be filed prior to that date. The filing of this statement does not of itself authorize the use in this state of a Fictitious Business Name in violation of the rights of another under Federal, State, or common law (See section 14411 et seq. Business and Professions Code) Publish: Mountain Views News — [1130, 557, 1363, 628]
objection-statement: Any person objecting to the name changes described above must file a written objection that includes the reasons for the objection at least two court days before the matter is scheduled to be heard and must appear at the hearing to show cause why the petition should not be granted. If no written objection is timely filed, the court may grant the petition without a hearing. — [691, 2257, 1347, 2295]
notice-heading: STATEMENT OF ABANDONMENT OF USE OF FICTITIOUS BUSINESS NAME — [1147, 480, 1347, 487]
notice-heading: FICTITIOUS BUSINESS NAME STATEMENT File No. 2014-332116 — [478, 500, 647, 507]
notice-paragraph: The following person(s) CEBALLOS LUIS EDUARDO, 837 HOFFMAN AVE., LONG BEACH 90813, has/have abandoned the use of the fictitious business name: JRONES MARKET, 712 GRANGE AVE., LONG BEACH, CA 90813. The fictitious business name referred to above was filed on 09/27/2010 in the county of Los Angeles. The original file number of 2010326808. The business was conducted by: AN INDIVIDUAL. This statement was filed with the County Clerk of Los Angeles on 11/17/2014. The business information in this statement is true and correct. (A registrant who declares as true information which he or she knows to be guilty of a crime.) SIGNED: CEBALLOS LUIS EDUARDO. — [1130, 411, 1363, 462]
signature-address-line-1: 11708 Cyclops Street — [1255, 2353, 1348, 2364]
notice-heading: FICTITIOUS BUSINESS NAME STATEMENT File No. 2014-326092 — [928, 302, 1097, 308]
footer-website-label: Website: — [930, 2541, 984, 2556]
notice-paragraph: Dates Pub: Nov. 22, 29, Dec. 06, 13, 2014 — [4, 756, 103, 763]
notice-heading: FICTITIOUS BUSINESS NAME STATEMENT File No. 2014-326986 — [252, 634, 421, 641]
footer-address: 80 W Sierra Madre Blvd. No. 327 Sierra Madre, Ca. 91024 — [150, 2541, 478, 2556]
notice-heading: FICTITIOUS BUSINESS NAME STATEMENT File No. 2014-324148 — [1162, 551, 1331, 558]
notice-heading: FICTITIOUS BUSINESS NAME STATEMENT File No. 2014-326783 — [478, 135, 647, 142]
notice-paragraph: Dates Pub: Nov. 22, 29, Dec. 06, 13, 2014 — [229, 352, 328, 359]
notice-paragraph: The following person(s) is (are) doing business as: TAKE SUSHI, 8866 SUNSET BLVD., WEST HOLLYWOOD, CA 90069. Full name of registrant(s) is (are) NAKAMURA CORP., 8866 SUNSET BLVD., WEST HOLLYWOOD, CA 90069. This Business is conducted by: A CORPORATION. Signed: RINOE OKUMO. This statement was filed with the County Clerk of Los Angeles County on 11/17/2014. The registrant(s) has (have) commenced to transact business under the fictitious business name or names listed above on 09/05/2005. NOTICE- This Fictitious Name Statement expires five years from the date it was filed in the office of the County Clerk. A new Fictitious Business Name Statement must be filed prior to that date. The filing of this statement does not of itself authorize the use in this state of a Fictitious Business Name in violation of the rights of another under Federal, State, or common law (See section 14411 et seq. Business and Professions Code) Publish: Mountain Views News — [905, 397, 1120, 475]
hearing-details: A HEARING on the petition will be held on 12/03/14 at 1:30PM in Dept. C - RM. 312 at 12720 NORWALK BLVD., NORWALK, CA. 90650. — [691, 2205, 1304, 2218]
notice-paragraph: Dates Pub: Nov. 22, 29, Dec. 06, 13, 2014 — [4, 666, 103, 673]
signature-block — [691, 2325, 1348, 2379]
proposed-name-label: Proposed Name: — [691, 2173, 763, 2186]
notice-paragraph: The following person(s) is (are) doing business as: KELLER CHINESE INFORMATION CENTER, 140 E. GARVEY AVE., MONTEREY PARK, CA 91755. Full name of registrant(s) is (are) DANG WANG, 145 CASTLE CANYON DR. #B, MONTEREY PARK, CA 91754. MAN QIN HE, 145 CASTLE CANYON DR. #B, MONTEREY PARK, CA 91754. This Business is conducted by: A GENERAL PARTNERSHIP. Signed: DANG WANG. This statement was filed with the County Clerk of Los Angeles County on 11/14/2014. The registrant(s) has (have) commenced to transact business under the fictitious business name or names listed above on N/A. NOTICE- This Fictitious Name Statement expires five years from the date it was filed in the office of the County Clerk. A new Fictitious Business Name Statement must be filed prior to that date. The filing of this statement does not of itself authorize the use in this state of a Fictitious Business Name in violation of the rights of another under Federal, State, or common law (See section 14411 et seq. Business and Professions Code) Publish: Mountain Views News — [454, 507, 670, 590]
notice-paragraph: Dates Pub: Nov. 22, 29, Dec. 06, 13, 2014 — [454, 218, 553, 225]
notice-paragraph: Dates Pub: Nov. 22, 29, Dec. 06, 13, 2014 — [905, 295, 1004, 302]
notice-heading: FICTITIOUS BUSINESS NAME STATEMENT File No. 2014-327281 — [478, 685, 647, 692]
notice-paragraph: The following person(s) is (are) doing business as: SANTIAGO AUTO PARTS DRIVEW, 3196 E. KP ST, LONG BEACH, CA 90805. Full name of registrant(s) is (are) SANTIAGO NARQUES, 3196 E. KP ST., LONG BEACH, CA 90805. This Business is conducted by: AN INDIVIDUAL. Signed: SANTIAGO NARQUES. This statement was filed with the County Clerk of Los Angeles County on 11/18/2014. The registrant(s) has (have) commenced to transact business under the fictitious business name or names listed above on N/A. NOTICE- This Fictitious Name Statement expires five years from the date it was filed in the office of the County Clerk. A new Fictitious Business Name Statement must be filed prior to that date. The filing of this statement does not of itself authorize the use in this state of a Fictitious Business Name in violation of the rights of another under Federal, State, or common law (See section 14411 et seq. Business and Professions Code) Publish: Mountain Views News — [680, 372, 895, 449]
notice-heading: FICTITIOUS BUSINESS NAME STATEMENT File No. 2014-332299 — [252, 270, 421, 277]
notice-column-3 — [454, 97, 670, 2514]
masthead — [0, 0, 1367, 93]
notice-heading: FICTITIOUS BUSINESS NAME STATEMENT File No. 2014-326169 — [928, 212, 1097, 218]
notice-paragraph: The following person(s) is (are) doing business as: JM INTERNATIONAL ENTERPRISE, 145 E. GARVEY AVE., MONTEREY PARK, CA 91755. Full name of registrant(s) is (are) LIANG YU JADE ZHOU, 314 E. MAIN ST., SAN GABRIEL, CA 91776. This Business is conducted by: AN INDIVIDUAL. Signed: LIANG YU JADE ZHOU. This statement was filed with the County Clerk of Los Angeles County on 11/14/2014. The registrant(s) has (have) commenced to transact business under the fictitious business name or names listed above on N/A. NOTICE- This Fictitious Name Statement expires five years from the date it was filed in the office of the County Clerk. A new Fictitious Business Name Statement must be filed prior to that date. The filing of this statement does not of itself authorize the use in this state of a Fictitious Business Name in violation of the rights of another under Federal, State, or common law (See section 14411 et seq. Business and Professions Code) Publish: Mountain Views News — [454, 416, 670, 494]
notice-heading: FICTITIOUS BUSINESS NAME STATEMENT File No. 2014-329244 — [928, 122, 1097, 129]
notice-heading: STATEMENT OF ABANDONMENT OF USE OF FICTITIOUS BUSINESS NAME — [1147, 327, 1347, 334]
notice-paragraph: on 03/01/2014. NOTICE- This Fictitious Name Statement expires five years from the date it was filed in the office of the County Clerk. A new Fictitious Business Name Statement must be filed prior to that date. The filing of this statement does not of itself authorize the use in this state of a Fictitious Business Name in violation of the rights of another under Federal, State, or common law (See section 14411 et seq. Business and Professions Code)Publish: Mountain Views News Dates Pub: Nov. 22, 29, Dec. 06, 13, 2014 — [4, 97, 219, 135]
notice-paragraph: The following person(s) is (are) doing business as: ASSET RECOVERY COMPANY; ARC GROUP, 4470 W. SUNSET BLVD. #308, L.A., CA 90027. Full name of registrant(s) is (are) YASURO YAMAGUCHI, 4470 W. SUNSET BLVD. #308, L.A., CA 90027. This Business is conducted by: AN INDIVIDUAL. Signed: YASURO YAMAGUCHI. This statement was filed with the County Clerk of Los Angeles County on 11/14/2014. The registrant(s) has (have) commenced to transact business under the fictitious business name or names listed above on N/A. NOTICE- This Fictitious Name Statement expires five years from the date it was filed in the office of the County Clerk. A new Fictitious Business Name Statement must be filed prior to that date. The filing of this statement does not of itself authorize the use in this state of a Fictitious Business Name in violation of the rights of another under Federal, State, or common law (See section 14411 et seq. Business and Professions Code) Publish: Mountain Views News — [4, 231, 219, 308]
notice-paragraph: Dates Pub: Nov. 22, 29, Dec. 06, 13, 2014 — [454, 589, 553, 596]
